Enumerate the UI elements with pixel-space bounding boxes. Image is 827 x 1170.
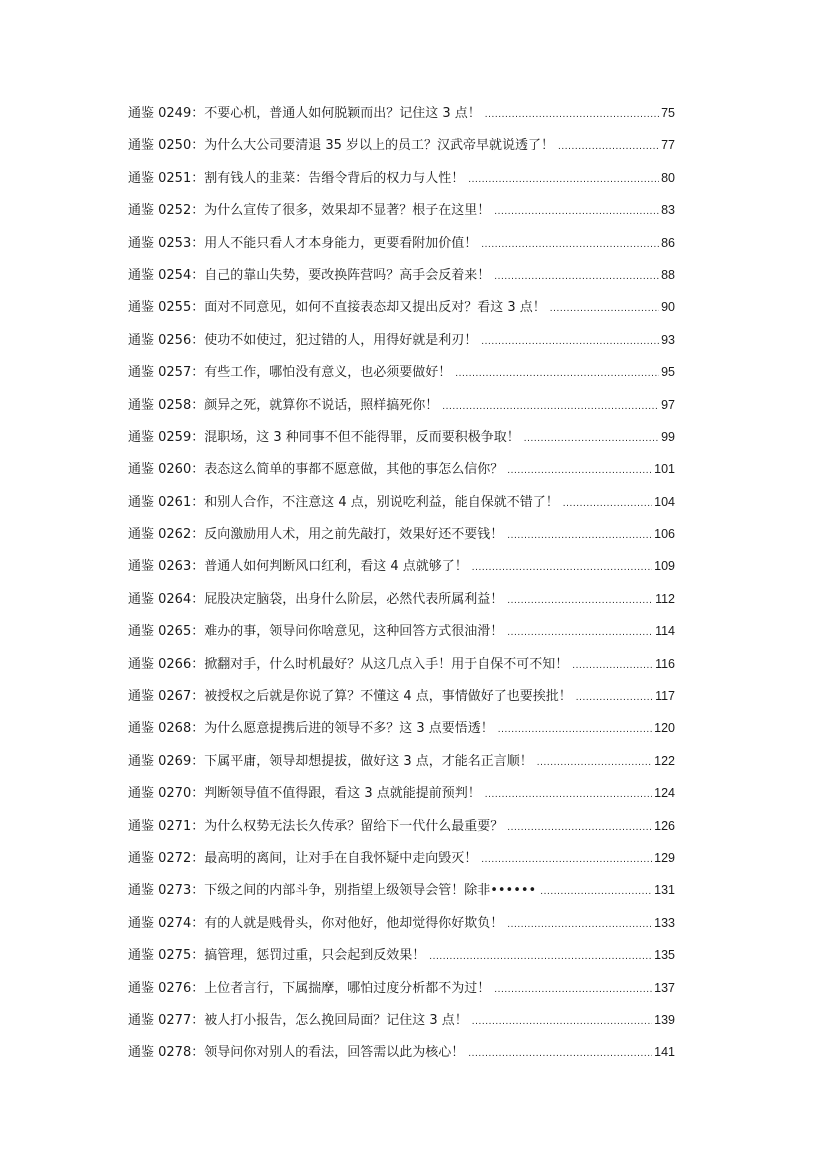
toc-entry-title: 通鉴 0271：为什么权势无法长久传承？留给下一代什么最重要？ [128, 818, 504, 834]
toc-dot-leader [498, 724, 652, 735]
toc-entry-title: 通鉴 0267：被授权之后就是你说了算？不懂这 4 点，事情做好了也要挨批！ [128, 689, 572, 705]
toc-entry[interactable] [128, 361, 675, 393]
toc-dot-leader [485, 789, 652, 800]
toc-entry[interactable] [128, 847, 675, 879]
toc-dot-leader [455, 368, 659, 379]
toc-dot-leader [468, 174, 659, 185]
toc-dot-leader [558, 141, 659, 152]
toc-dot-leader [507, 465, 652, 476]
toc-page-number: 104 [654, 494, 675, 509]
toc-entry-title: 通鉴 0251：割有钱人的韭菜：告缗令背后的权力与人性！ [128, 170, 465, 186]
toc-entry-title: 通鉴 0265：难办的事，领导问你啥意见，这种回答方式很油滑！ [128, 624, 504, 640]
toc-entry[interactable] [128, 912, 675, 944]
toc-dot-leader [550, 303, 659, 314]
toc-entry-title: 通鉴 0253：用人不能只看人才本身能力，更要看附加价值！ [128, 235, 478, 251]
toc-page-number: 112 [655, 591, 675, 606]
toc-entry[interactable] [128, 555, 675, 587]
toc-entry-title: 通鉴 0259：混职场，这 3 种同事不但不能得罪，反而要积极争取！ [128, 429, 520, 445]
toc-dot-leader [494, 206, 659, 217]
toc-dot-leader [442, 401, 659, 412]
toc-page-number: 133 [654, 915, 675, 930]
toc-page-number: 114 [655, 624, 675, 639]
toc-page-number: 101 [654, 462, 675, 477]
toc-page-number: 141 [654, 1045, 675, 1060]
toc-page-number: 80 [661, 170, 675, 185]
toc-entry[interactable] [128, 977, 675, 1009]
toc-entry-title: 通鉴 0273：下级之间的内部斗争，别指望上级领导会管！除非•••••• [128, 883, 537, 899]
toc-entry[interactable] [128, 523, 675, 555]
toc-page-number: 93 [661, 332, 675, 347]
toc-page-number: 126 [654, 818, 675, 833]
toc-dot-leader [481, 336, 659, 347]
toc-dot-leader [507, 627, 653, 638]
toc-entry[interactable] [128, 232, 675, 264]
toc-entry-title: 通鉴 0276：上位者言行，下属揣摩，哪怕过度分析都不为过！ [128, 980, 491, 996]
toc-entry-title: 通鉴 0250：为什么大公司要清退 35 岁以上的员工？汉武帝早就说透了！ [128, 138, 555, 154]
toc-dot-leader [507, 919, 652, 930]
toc-entry-title: 通鉴 0252：为什么宣传了很多，效果却不显著？根子在这里！ [128, 203, 491, 219]
toc-entry[interactable] [128, 1009, 675, 1041]
toc-entry[interactable] [128, 167, 675, 199]
toc-entry-title: 通鉴 0256：使功不如使过，犯过错的人，用得好就是利刃！ [128, 332, 478, 348]
toc-entry[interactable] [128, 1041, 675, 1073]
toc-entry-title: 通鉴 0270：判断领导值不值得跟，看这 3 点就能提前预判！ [128, 786, 481, 802]
toc-page-number: 88 [661, 267, 675, 282]
table-of-contents [128, 102, 675, 1074]
toc-dot-leader [524, 433, 659, 444]
toc-entry-title: 通鉴 0263：普通人如何判断风口红利，看这 4 点就够了！ [128, 559, 468, 575]
toc-dot-leader [572, 660, 653, 671]
toc-entry-title: 通鉴 0249：不要心机，普通人如何脱颖而出？记住这 3 点！ [128, 106, 481, 121]
toc-entry[interactable] [128, 134, 675, 166]
toc-entry[interactable] [128, 685, 675, 717]
toc-page-number: 99 [661, 429, 675, 444]
toc-entry[interactable] [128, 426, 675, 458]
toc-entry-title: 通鉴 0266：掀翻对手，什么时机最好？从这几点入手！用于自保不可不知！ [128, 656, 569, 672]
toc-page-number: 117 [655, 689, 675, 704]
toc-entry-title: 通鉴 0255：面对不同意见，如何不直接表态却又提出反对？看这 3 点！ [128, 300, 546, 316]
toc-dot-leader [563, 498, 652, 509]
toc-page-number: 109 [654, 559, 675, 574]
toc-page-number: 137 [654, 980, 675, 995]
toc-page-number: 129 [654, 850, 675, 865]
toc-dot-leader [494, 271, 659, 282]
toc-entry-title: 通鉴 0275：搞管理，惩罚过重，只会起到反效果！ [128, 948, 426, 964]
toc-page-number: 124 [654, 786, 675, 801]
toc-entry-title: 通鉴 0262：反向激励用人术，用之前先敲打，效果好还不要钱！ [128, 527, 504, 543]
toc-entry-title: 通鉴 0278：领导问你对别人的看法，回答需以此为核心！ [128, 1045, 465, 1061]
toc-entry[interactable] [128, 879, 675, 911]
toc-page-number: 86 [661, 235, 675, 250]
toc-page-number: 120 [654, 721, 675, 736]
toc-dot-leader [481, 239, 659, 250]
toc-dot-leader [540, 886, 652, 897]
toc-entry[interactable] [128, 264, 675, 296]
toc-page-number: 97 [661, 397, 675, 412]
toc-dot-leader [485, 109, 659, 120]
toc-entry-title: 通鉴 0269：下属平庸，领导却想提拔，做好这 3 点，才能名正言顺！ [128, 753, 533, 769]
toc-page-number: 139 [654, 1012, 675, 1027]
toc-dot-leader [429, 951, 652, 962]
toc-entry[interactable] [128, 102, 675, 134]
toc-dot-leader [507, 822, 652, 833]
toc-page-number: 95 [661, 365, 675, 380]
toc-entry[interactable] [128, 717, 675, 749]
toc-entry-title: 通鉴 0258：颜异之死，就算你不说话，照样搞死你！ [128, 397, 439, 413]
toc-page-number: 135 [654, 948, 675, 963]
toc-page-number: 116 [655, 656, 675, 671]
toc-dot-leader [494, 984, 652, 995]
toc-page-number: 83 [661, 203, 675, 218]
toc-entry-title: 通鉴 0268：为什么愿意提携后进的领导不多？这 3 点要悟透！ [128, 721, 494, 737]
toc-entry[interactable] [128, 620, 675, 652]
toc-entry[interactable] [128, 653, 675, 685]
toc-entry[interactable] [128, 588, 675, 620]
toc-entry[interactable] [128, 329, 675, 361]
toc-entry[interactable] [128, 782, 675, 814]
toc-entry[interactable] [128, 491, 675, 523]
toc-entry[interactable] [128, 199, 675, 231]
toc-entry[interactable] [128, 458, 675, 490]
toc-entry[interactable] [128, 750, 675, 782]
toc-dot-leader [576, 692, 653, 703]
toc-dot-leader [507, 530, 652, 541]
toc-entry-title: 通鉴 0272：最高明的离间，让对手在自我怀疑中走向毁灭！ [128, 850, 478, 866]
toc-entry-title: 通鉴 0260：表态这么简单的事都不愿意做，其他的事怎么信你？ [128, 462, 504, 478]
toc-dot-leader [481, 854, 652, 865]
toc-dot-leader [537, 757, 652, 768]
toc-page-number: 122 [654, 753, 675, 768]
toc-entry-title: 通鉴 0257：有些工作，哪怕没有意义，也必须要做好！ [128, 365, 452, 381]
toc-entry-title: 通鉴 0277：被人打小报告，怎么挽回局面？记住这 3 点！ [128, 1012, 468, 1028]
toc-page-number: 77 [661, 138, 675, 153]
toc-entry[interactable] [128, 944, 675, 976]
toc-entry-title: 通鉴 0254：自己的靠山失势，要改换阵营吗？高手会反着来！ [128, 267, 491, 283]
toc-page-number: 106 [654, 527, 675, 542]
toc-page-number: 90 [661, 300, 675, 315]
toc-dot-leader [472, 1016, 652, 1027]
toc-entry[interactable] [128, 815, 675, 847]
toc-page-number: 75 [661, 106, 675, 120]
toc-dot-leader [468, 1048, 652, 1059]
toc-dot-leader [507, 595, 653, 606]
toc-page-number: 131 [654, 883, 675, 898]
toc-entry[interactable] [128, 394, 675, 426]
toc-entry[interactable] [128, 296, 675, 328]
toc-entry-title: 通鉴 0261：和别人合作，不注意这 4 点，别说吃利益，能自保就不错了！ [128, 494, 559, 510]
toc-entry-title: 通鉴 0274：有的人就是贱骨头，你对他好，他却觉得你好欺负！ [128, 915, 504, 931]
toc-entry-title: 通鉴 0264：屁股决定脑袋，出身什么阶层，必然代表所属利益！ [128, 591, 504, 607]
toc-dot-leader [472, 562, 652, 573]
